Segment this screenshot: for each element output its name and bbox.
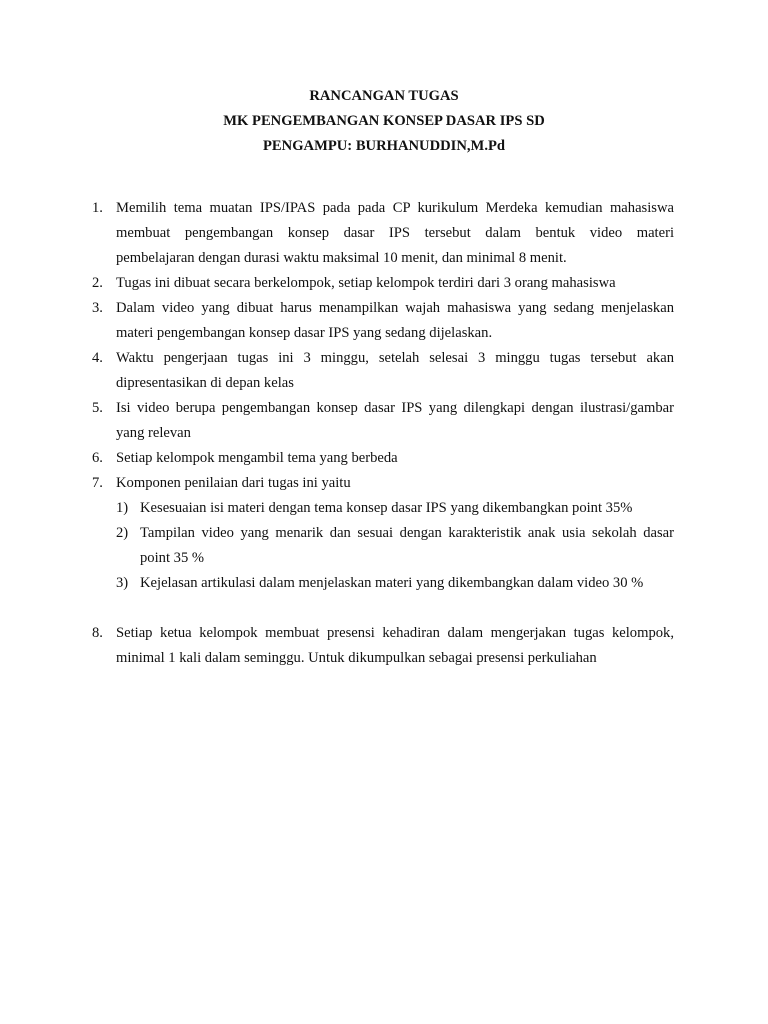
sub-list-item-text-line: Kesesuaian isi materi dengan tema konsep dasar IPS yang dikembangkan point 35% — [140, 500, 633, 516]
list-item-text-line: Waktu pengerjaan tugas ini 3 minggu, setelah selesai 3 minggu tugas tersebut akan — [116, 350, 674, 366]
sub-list-item-text-line: point 35 % — [140, 550, 205, 566]
list-item-text-line: Komponen penilaian dari tugas ini yaitu — [116, 475, 351, 491]
list-item-number: 3. — [92, 300, 103, 316]
list-item-text-line: materi pengembangan konsep dasar IPS yang sedang dijelaskan. — [116, 325, 493, 341]
list-item-text-line: pembelajaran dengan durasi waktu maksimal 10 menit, dan minimal 8 menit. — [116, 250, 567, 266]
list-item-number: 8. — [92, 625, 103, 641]
list-item-text-line: Dalam video yang dibuat harus menampilkan wajah mahasiswa yang sedang menjelaskan — [116, 300, 674, 316]
course-name: MK PENGEMBANGAN KONSEP DASAR IPS SD — [223, 113, 545, 129]
list-item-text-line: dipresentasikan di depan kelas — [116, 375, 294, 391]
sub-list-item-text-line: Kejelasan artikulasi dalam menjelaskan materi yang dikembangkan dalam video 30 % — [140, 575, 644, 591]
list-item-text-line: Memilih tema muatan IPS/IPAS pada pada CP kurikulum Merdeka kemudian mahasiswa — [116, 200, 674, 216]
list-item-number: 1. — [92, 200, 103, 216]
list-item-number: 5. — [92, 400, 103, 416]
lecturer-name: PENGAMPU: BURHANUDDIN,M.Pd — [263, 138, 505, 154]
document-title: RANCANGAN TUGAS — [309, 88, 459, 104]
list-item-text-line: Tugas ini dibuat secara berkelompok, setiap kelompok terdiri dari 3 orang mahasiswa — [116, 275, 616, 291]
list-item-text-line: Isi video berupa pengembangan konsep dasar IPS yang dilengkapi dengan ilustrasi/gambar — [116, 400, 674, 416]
list-item-number: 4. — [92, 350, 103, 366]
list-item-text-line: membuat pengembangan konsep dasar IPS tersebut dalam bentuk video materi — [116, 225, 674, 241]
list-item-text-line: Setiap kelompok mengambil tema yang berbeda — [116, 450, 398, 466]
sub-list-item-number: 2) — [116, 525, 129, 541]
sub-list-item-number: 3) — [116, 575, 129, 591]
list-item-text-line: minimal 1 kali dalam seminggu. Untuk dikumpulkan sebagai presensi perkuliahan — [116, 650, 597, 666]
list-item-text-line: yang relevan — [116, 425, 191, 441]
document-header — [0, 86, 768, 161]
list-item-number: 6. — [92, 450, 103, 466]
list-item-number: 7. — [92, 475, 103, 491]
list-item-text-line: Setiap ketua kelompok membuat presensi kehadiran dalam mengerjakan tugas kelompok, — [116, 625, 674, 641]
sub-list-item-number: 1) — [116, 500, 129, 516]
sub-list-item-text-line: Tampilan video yang menarik dan sesuai dengan karakteristik anak usia sekolah dasar — [140, 525, 674, 541]
list-item-number: 2. — [92, 275, 103, 291]
